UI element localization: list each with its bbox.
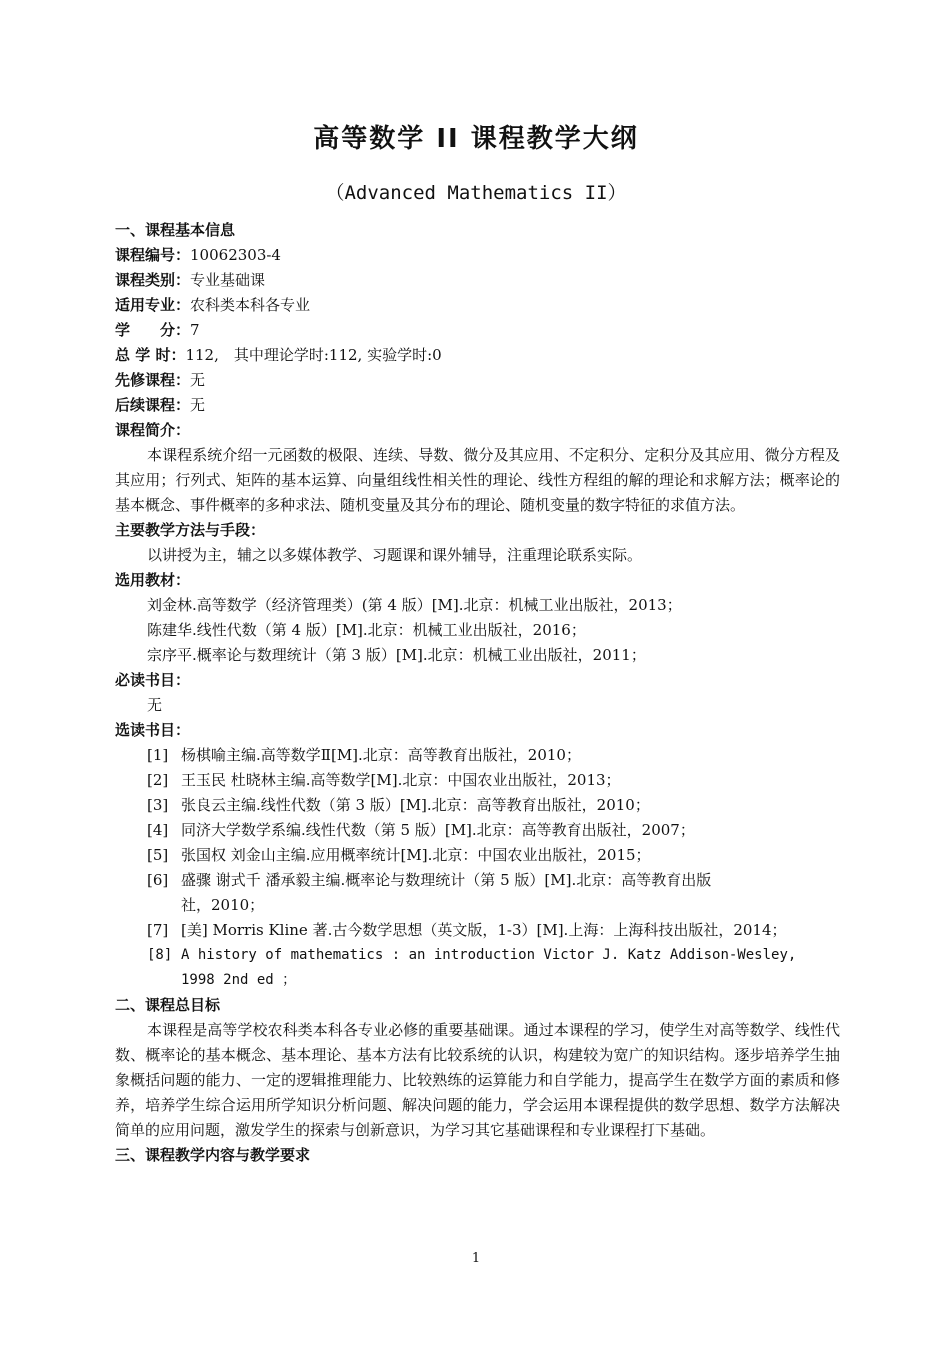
- reference-text: 王玉民 杜晓林主编.高等数学[M].北京：中国农业出版社，2013；: [181, 771, 621, 789]
- hours-value: 112, 其中理论学时:112, 实验学时:0: [185, 346, 442, 364]
- textbook-item: 陈建华.线性代数（第 4 版）[M].北京：机械工业出版社，2016；: [147, 621, 586, 639]
- required-value: 无: [147, 696, 163, 714]
- section2-paragraph: 本课程是高等学校农科类本科各专业必修的重要基础课。通过本课程的学习，使学生对高等数学、线性代数、概率论的基本概念、基本理论、基本方法有比较系统的认识，构建较为宽广的知识结构。逐步培养学生抽象概括问题的能力、一定的逻辑推理能力、比较熟练的运算能力和自学能力，提高学生在数学方面的素质和修养，培养学生综合运用所学知识分析问题、解决问题的能力，学会运用本课程提供的数学思想、数学方法解决简单的应用问题，激发学生的探索与创新意识，为学习其它基础课程和专业课程打下基础。: [115, 1021, 840, 1139]
- course-code-row: [115, 243, 840, 268]
- hours-label: 总 学 时：: [115, 346, 186, 364]
- reference-number: [1]: [147, 746, 169, 764]
- course-type-row: [115, 268, 840, 293]
- followup-label: 后续课程：: [115, 396, 191, 414]
- methods-label: 主要教学方法与手段：: [115, 521, 266, 539]
- intro-paragraph: 本课程系统介绍一元函数的极限、连续、导数、微分及其应用、不定积分、定积分及其应用、微分方程及其应用；行列式、矩阵的基本运算、向量组线性相关性的理论、线性方程组的解的理论和求解方法；概率论的基本概念、事件概率的多种求法、随机变量及其分布的理论、随机变量的数字特征的求值方法。: [115, 446, 840, 514]
- reference-item: [115, 843, 840, 868]
- reference-item: [115, 918, 840, 943]
- reference-text: A history of mathematics : an introduction Victor J. Katz Addison-Wesley,: [181, 947, 797, 963]
- reference-item: [115, 868, 840, 918]
- credits-row: [115, 318, 840, 343]
- hours-row: [115, 343, 840, 368]
- reference-number: [8]: [147, 947, 173, 963]
- intro-label: 课程简介：: [115, 421, 191, 439]
- optional-label: 选读书目：: [115, 721, 191, 739]
- reference-item: [115, 818, 840, 843]
- reference-text: [美] Morris Kline 著.古今数学思想（英文版，1-3）[M].上海：上海科技出版社，2014；: [181, 921, 787, 939]
- reference-text: 杨棋喻主编.高等数学Ⅱ[M].北京：高等教育出版社，2010；: [181, 746, 581, 764]
- textbook-item: 宗序平.概率论与数理统计（第 3 版）[M].北京：机械工业出版社，2011；: [147, 646, 646, 664]
- page-subtitle: （Advanced Mathematics II）: [325, 182, 627, 204]
- major-label: 适用专业：: [115, 296, 191, 314]
- credits-label: 学 分：: [115, 321, 191, 339]
- required-label: 必读书目：: [115, 671, 191, 689]
- prereq-value: 无: [190, 371, 206, 389]
- reference-number: [3]: [147, 796, 169, 814]
- reference-item: [115, 943, 840, 993]
- reference-text: 张良云主编.线性代数（第 3 版）[M].北京：高等教育出版社，2010；: [181, 796, 650, 814]
- reference-text: 盛骤 谢式千 潘承毅主编.概率论与数理统计（第 5 版）[M].北京：高等教育出版: [181, 871, 712, 889]
- reference-number: [6]: [147, 871, 169, 889]
- methods-paragraph: 以讲授为主，辅之以多媒体教学、习题课和课外辅导，注重理论联系实际。: [147, 546, 643, 564]
- course-code-label: 课程编号：: [115, 246, 191, 264]
- section1-heading: 一、课程基本信息: [115, 221, 236, 239]
- reference-number: [4]: [147, 821, 169, 839]
- course-type-value: 专业基础课: [190, 271, 266, 289]
- major-value: 农科类本科各专业: [190, 296, 311, 314]
- document-content: [115, 218, 840, 1168]
- reference-text: 张国权 刘金山主编.应用概率统计[M].北京：中国农业出版社，2015；: [181, 846, 651, 864]
- reference-number: [2]: [147, 771, 169, 789]
- credits-value: 7: [190, 321, 200, 339]
- section2-heading: 二、课程总目标: [115, 996, 221, 1014]
- textbook-item: 刘金林.高等数学（经济管理类）(第 4 版）[M].北京：机械工业出版社，2013；: [147, 596, 682, 614]
- page-number: 1: [471, 1251, 481, 1266]
- course-code-value: 10062303-4: [190, 246, 281, 264]
- followup-value: 无: [190, 396, 206, 414]
- reference-item: [115, 768, 840, 793]
- textbooks-label: 选用教材：: [115, 571, 191, 589]
- major-row: [115, 293, 840, 318]
- reference-item: [115, 793, 840, 818]
- reference-text-continued: 1998 2nd ed ；: [181, 972, 297, 988]
- course-type-label: 课程类别：: [115, 271, 191, 289]
- reference-number: [5]: [147, 846, 169, 864]
- reference-item: [115, 743, 840, 768]
- page-title: 高等数学 II 课程教学大纲: [313, 124, 639, 154]
- section3-heading: 三、课程教学内容与教学要求: [115, 1146, 311, 1164]
- prereq-label: 先修课程：: [115, 371, 191, 389]
- reference-number: [7]: [147, 921, 169, 939]
- reference-text-continued: 社，2010；: [181, 896, 265, 914]
- reference-text: 同济大学数学系编.线性代数（第 5 版）[M].北京：高等教育出版社，2007；: [181, 821, 695, 839]
- prereq-row: [115, 368, 840, 393]
- followup-row: [115, 393, 840, 418]
